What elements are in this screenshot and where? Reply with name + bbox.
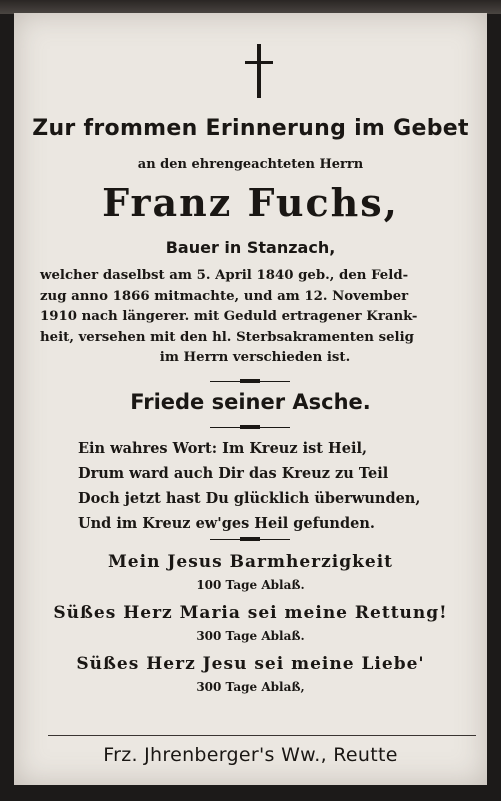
card-subtitle: an den ehrengeachteten Herrn <box>137 157 364 172</box>
biography <box>40 266 470 369</box>
divider <box>210 381 290 382</box>
printer-imprint: Frz. Jhrenberger's Ww., Reutte <box>103 744 398 766</box>
biography-line: 1910 nach längerer. mit Geduld ertragener Krank- <box>40 309 418 324</box>
verse-line: Und im Kreuz ew'ges Heil gefunden. <box>78 515 375 532</box>
card-title: Zur frommen Erinnerung im Gebet <box>32 116 469 141</box>
verse-line: Drum ward auch Dir das Kreuz zu Teil <box>78 465 389 482</box>
prayer-text: Süßes Herz Maria sei meine Rettung! <box>53 603 448 623</box>
footer-rule <box>48 735 476 736</box>
biography-line: im Herrn verschieden ist. <box>159 350 351 365</box>
indulgence-text: 300 Tage Ablaß, <box>196 680 305 694</box>
biography-line: heit, versehen mit den hl. Sterbsakramenten selig <box>40 329 414 345</box>
biography-line: welcher daselbst am 5. April 1840 geb., den Feld- <box>40 268 409 283</box>
peace-heading: Friede seiner Asche. <box>130 390 371 414</box>
verse <box>78 436 438 536</box>
biography-line: zug anno 1866 mitmachte, und am 12. November <box>40 288 409 304</box>
indulgence-text: 300 Tage Ablaß. <box>196 629 305 643</box>
prayer-text: Mein Jesus Barmherzigkeit <box>107 552 393 572</box>
card-top-edge <box>0 0 501 14</box>
indulgence-text: 100 Tage Ablaß. <box>196 578 305 592</box>
divider <box>210 427 290 428</box>
cross-icon <box>245 44 273 100</box>
divider <box>210 539 290 540</box>
verse-line: Doch jetzt hast Du glücklich überwunden, <box>78 490 421 507</box>
verse-line: Ein wahres Wort: Im Kreuz ist Heil, <box>78 440 368 457</box>
deceased-occupation: Bauer in Stanzach, <box>165 238 336 257</box>
deceased-name: Franz Fuchs, <box>102 180 399 225</box>
prayer-text: Süßes Herz Jesu sei meine Liebe' <box>76 654 425 674</box>
